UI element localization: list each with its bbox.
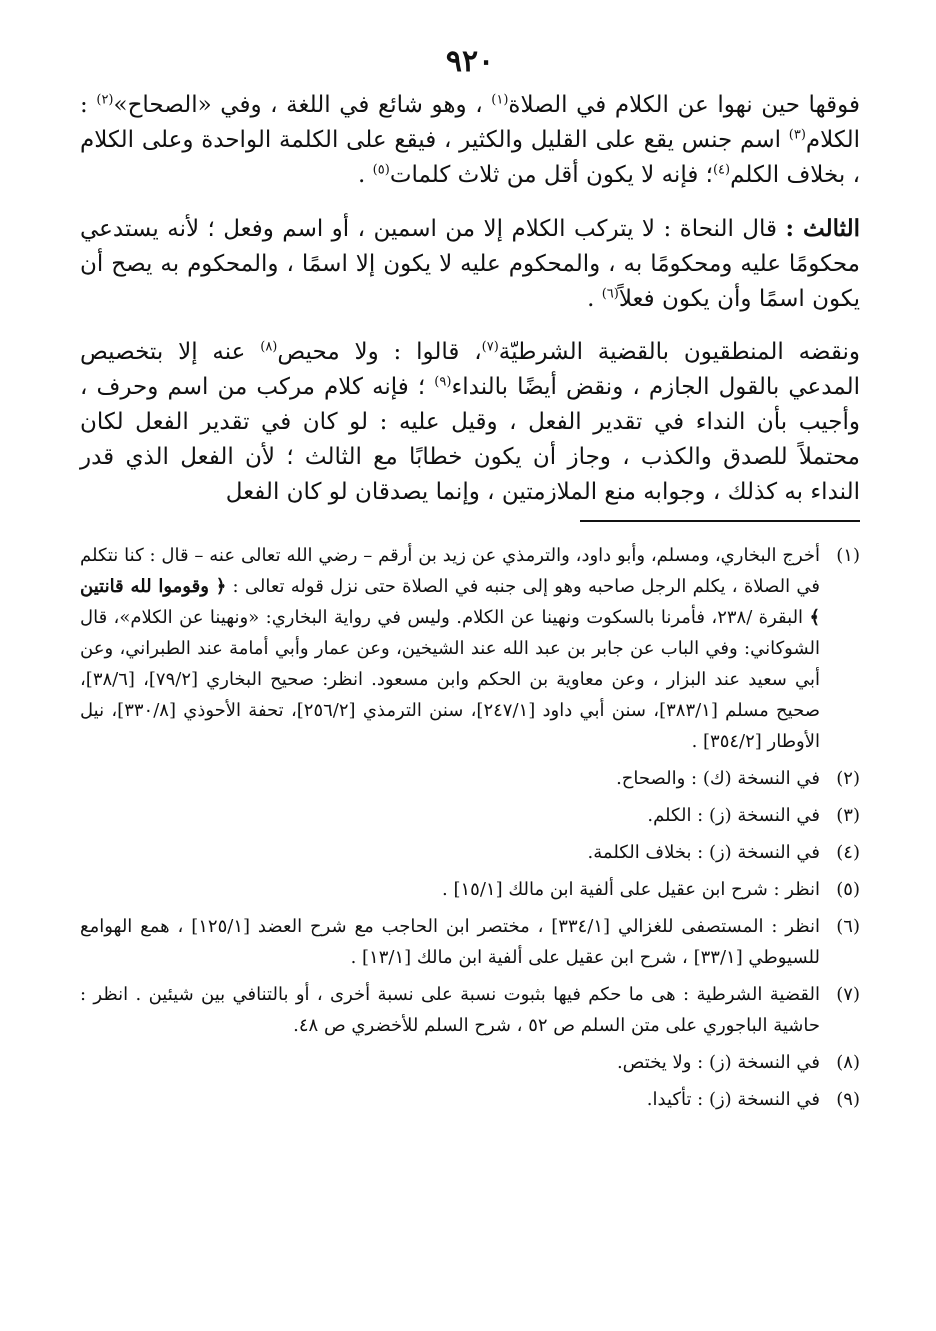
footnote-text-part: أخرج البخاري، ومسلم، وأبو داود، والترمذي عن زيد بن أرقم – رضي الله تعالى عنه – قال : كنا نتكلم في الصلاة ، يكلم الرجل صاحبه وهو إلى جنبه في الصلاة حتى نزل قوله تعالى : (80, 545, 820, 597)
footnote-number: (٩) (836, 1089, 860, 1110)
paragraph-1-text: ؛ فإنه لا يكون أقل من ثلاث كلمات (389, 162, 713, 188)
footnotes (80, 540, 860, 1115)
footnote-text: في النسخة (ز) : الكلم. (647, 805, 820, 826)
paragraph-1-text: اسم جنس يقع على القليل والكثير ، فيقع على الكلمة الواحدة وعلى الكلام ، بخلاف الكلم (80, 127, 860, 188)
footnote-5 (80, 874, 860, 905)
footnote-number: (١) (836, 545, 860, 566)
paragraph-3-text: ونقضه المنطقيون بالقضية الشرطيّة (498, 339, 860, 365)
footnote-separator (580, 520, 860, 522)
footnote-1 (80, 540, 860, 757)
footnote-ref-6[interactable]: (٦) (601, 286, 619, 302)
paragraph-2-text: قال النحاة : لا يتركب الكلام إلا من اسمين ، أو اسم وفعل ؛ لأنه يستدعي محكومًا عليه ومحكومًا به ، والمحكوم عليه لا يكون إلا اسمًا ، والمحكوم به يصح أن يكون اسمًا وأن يكون فعلاً (80, 216, 860, 312)
footnote-ref-3[interactable]: (٣) (788, 127, 806, 143)
paragraph-1 (80, 88, 860, 193)
footnote-ref-1[interactable]: (١) (491, 92, 509, 108)
paragraph-1-text: . (358, 162, 373, 188)
paragraph-1-text: فوقها حين نهوا عن الكلام في الصلاة (508, 92, 860, 118)
footnote-number: (٤) (836, 842, 860, 863)
paragraph-3-text: عنه إلا بتخصيص المدعي بالقول الجازم ، ونقض أيضًا بالنداء (80, 339, 860, 400)
footnote-text: في النسخة (ز) : تأكيدا. (646, 1089, 820, 1110)
paragraph-3-text: ؛ فإنه كلام مركب من اسم وحرف ، وأجيب بأن النداء في تقدير الفعل ، وقيل عليه : لو كان في تقدير الفعل لكان محتملاً للصدق والكذب ، وجاز أن يكون خطابًا مع الثالث ؛ لأن الفعل الذي قدر النداء به كذلك ، وجوابه منع الملازمتين ، وإنما يصدقان لو كان الفعل (80, 374, 860, 505)
paragraph-3 (80, 335, 860, 510)
footnote-text: في النسخة (ز) : ولا يختص. (616, 1052, 820, 1073)
footnote-text: في النسخة (ك) : والصحاح. (616, 768, 820, 789)
footnote-text-part: البقرة /٢٣٨، فأمرنا بالسكوت ونهينا عن الكلام. وليس في رواية البخاري: «ونهينا عن الكلام»، قال الشوكاني: وفي الباب عن جابر بن عبد الله عند الشيخين، وعن عمار وأبي أمامة عند الطبراني، وعن أبي سعيد عند البزار ، وعن معاوية بن الحكم وابن مسعود. انظر: صحيح البخاري [٧٩/٢]، [٣٨/٦]، صحيح مسلم [٣٨٣/١]، سنن أبي داود [٢٤٧/١]، سنن الترمذي [٢٥٦/٢]، تحفة الأحوذي [٣٣٠/٨]، نيل الأوطار [٣٥٤/٢] . (80, 607, 821, 752)
footnote-number: (٢) (836, 768, 860, 789)
footnote-2 (80, 763, 860, 794)
footnote-ref-8[interactable]: (٨) (260, 339, 278, 355)
footnote-7 (80, 979, 860, 1041)
footnote-number: (٣) (836, 805, 860, 826)
footnote-8 (80, 1047, 860, 1078)
footnote-number: (٨) (836, 1052, 860, 1073)
footnote-6 (80, 911, 860, 973)
footnote-ref-4[interactable]: (٤) (712, 162, 731, 178)
section-lead: الثالث : (785, 215, 861, 242)
document-page (80, 40, 860, 1121)
footnote-text: في النسخة (ز) : بخلاف الكلمة. (587, 842, 820, 863)
footnote-text: القضية الشرطية : هى ما حكم فيها بثبوت نسبة على نسبة أخرى ، أو بالتنافي بين شيئين . انظر : حاشية الباجوري على متن السلم ص ٥٢ ، شرح السلم للأخضري ص ٤٨. (80, 984, 820, 1036)
paragraph-2-text: . (587, 286, 602, 312)
quran-quote: ﴿ وقوموا لله قانتين ﴾ (80, 576, 820, 628)
footnote-ref-2[interactable]: (٢) (96, 92, 114, 108)
main-text (80, 88, 860, 510)
paragraph-3-text: ، قالوا : ولا محيص (277, 339, 482, 365)
footnote-4 (80, 837, 860, 868)
footnote-9 (80, 1084, 860, 1115)
footnote-3 (80, 800, 860, 831)
footnote-ref-5[interactable]: (٥) (372, 162, 390, 178)
paragraph-1-text: : الكلام (80, 92, 860, 153)
footnote-number: (٥) (836, 879, 860, 900)
paragraph-2 (80, 211, 860, 317)
page-number: ٩٢٠ (445, 44, 495, 79)
footnote-text: انظر : المستصفى للغزالي [٣٣٤/١] ، مختصر ابن الحاجب مع شرح العضد [١٢٥/١] ، همع الهوامع للسيوطي [٣٣/١] ، شرح ابن عقيل على ألفية ابن مالك [١٣/١] . (80, 916, 820, 968)
footnote-ref-7[interactable]: (٧) (481, 339, 499, 355)
footnote-text: انظر : شرح ابن عقيل على ألفية ابن مالك [١٥/١] . (442, 879, 820, 900)
footnote-ref-9[interactable]: (٩) (434, 374, 452, 390)
footnote-number: (٦) (836, 916, 860, 937)
paragraph-1-text: ، وهو شائع في اللغة ، وفي «الصحاح» (113, 92, 492, 118)
footnote-text (80, 540, 820, 757)
footnote-number: (٧) (836, 984, 860, 1005)
